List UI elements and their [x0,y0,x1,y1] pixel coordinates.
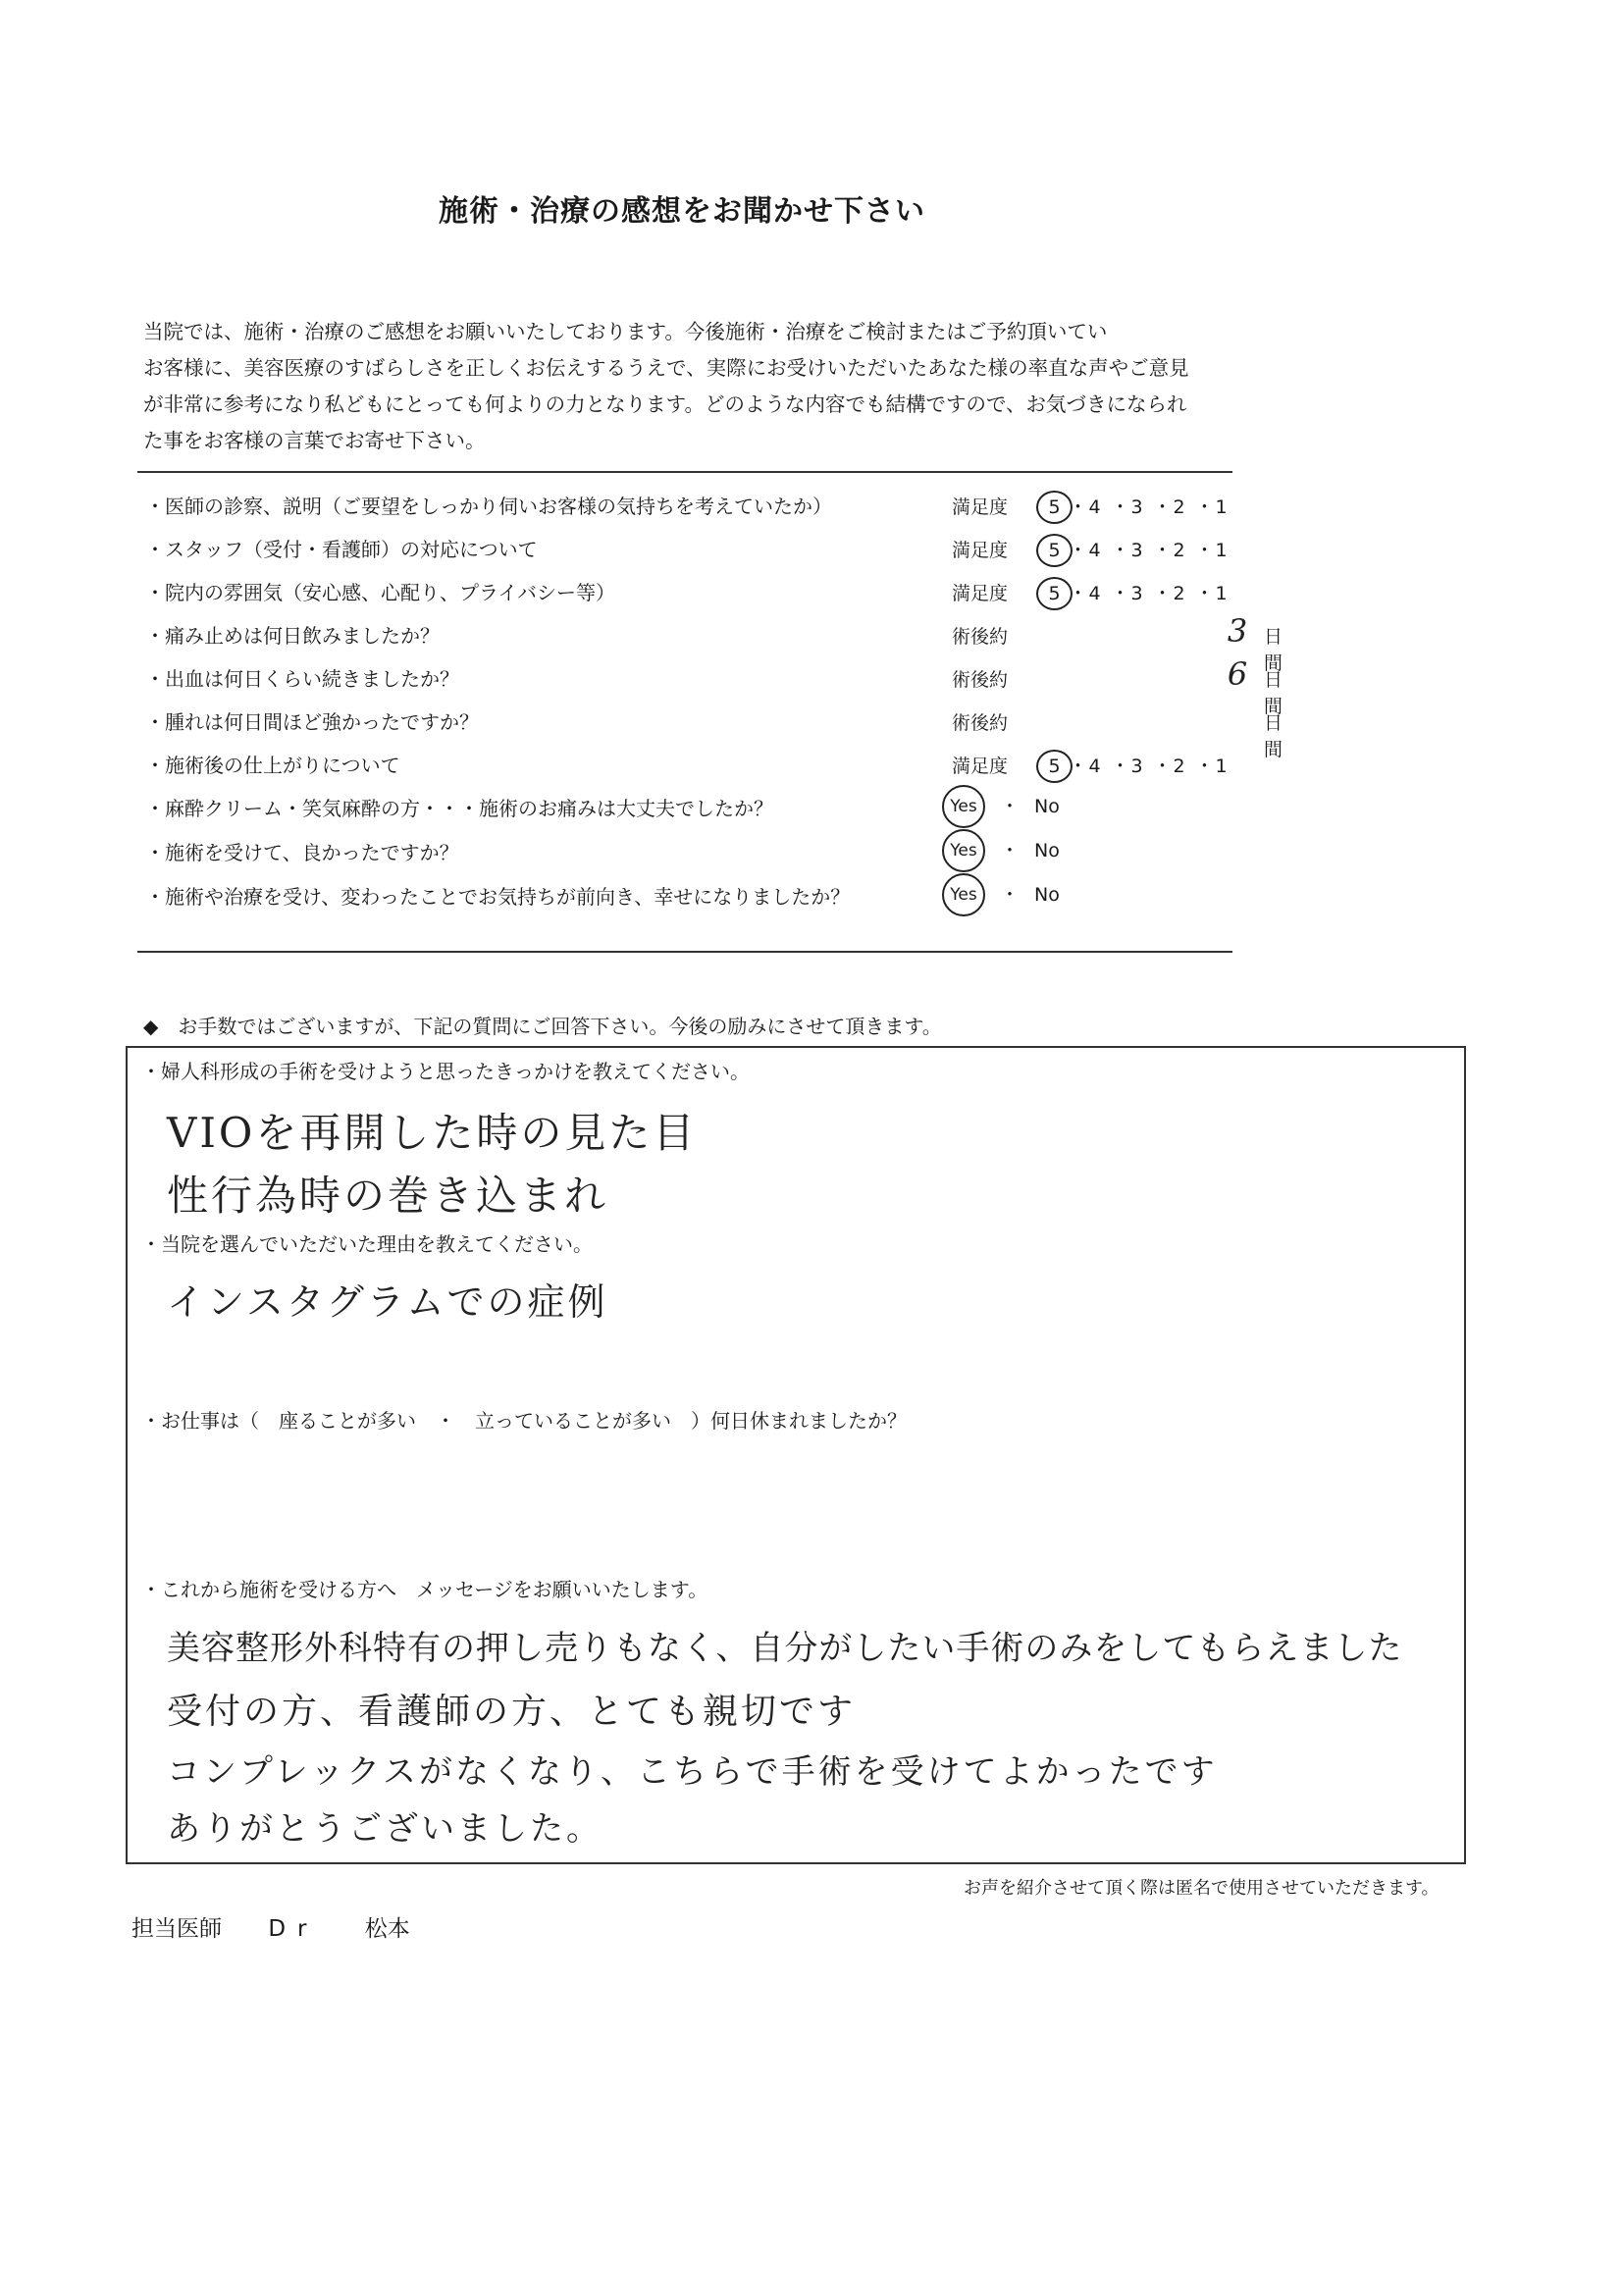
doctor-label: 担当医師 [131,1916,222,1942]
page-title: 施術・治療の感想をお聞かせ下さい [439,194,925,229]
question-text: ・麻酔クリーム・笑気麻酔の方・・・施術のお痛みは大丈夫でしたか？ [145,797,773,820]
handwritten-answer[interactable]: インスタグラムでの症例 [167,1280,608,1324]
rating-scale: 5 ・4 ・3 ・2 ・1 [1036,493,1237,524]
question-text: ・スタッフ（受付・看護師）の対応について [145,538,538,561]
after-label: 術後約 [952,669,1009,691]
satisfaction-label: 満足度 [952,583,1009,604]
no-option[interactable]: No [1034,840,1060,861]
question-painkiller-days [145,612,1283,674]
handwritten-answer[interactable]: VIOを再開した時の見た目 [167,1109,698,1157]
question-message: ・これから施術を受ける方へ メッセージをお願いいたします。 [141,1578,708,1601]
question-text: ・痛み止めは何日飲みましたか？ [145,624,440,648]
question-atmosphere [145,569,1244,612]
yes-no-choice: Yes ・ No [942,785,1060,828]
question-work-days: ・お仕事は（ 座ることが多い ・ 立っていることが多い ）何日休まれましたか？ [141,1409,907,1433]
yes-no-choice: Yes ・ No [942,829,1060,872]
question-anesthesia [145,785,1244,828]
question-reason-surgery: ・婦人科形成の手術を受けようと思ったきっかけを教えてください。 [141,1060,750,1083]
rating-selected[interactable]: 5 [1036,491,1073,524]
satisfaction-label: 満足度 [952,496,1009,518]
question-text: ・施術を受けて、良かったですか？ [145,841,459,864]
doctor-prefix: Dr [268,1916,319,1942]
question-text: ・施術や治療を受け、変わったことでお気持ちが前向き、幸せになりましたか？ [145,885,851,909]
rating-scale: 5 ・4 ・3 ・2 ・1 [1036,752,1237,783]
divider-bottom [137,951,1232,953]
question-text: ・腫れは何日間ほど強かったですか？ [145,710,479,734]
intro-paragraph [143,314,1242,459]
days-unit: 日間 [1264,626,1283,674]
after-label: 術後約 [952,626,1009,648]
question-bleeding-days [145,655,1283,717]
yes-no-choice: Yes ・ No [942,873,1060,916]
intro-line: が非常に参考になり私どもにとっても何よりの力となります。どのような内容でも結構ですので、お気づきになられ [143,392,1187,416]
section-heading: ◆ お手数ではございますが、下記の質問にご回答下さい。今後の励みにさせて頂きます。 [143,1015,942,1038]
rating-scale: 5 ・4 ・3 ・2 ・1 [1036,536,1237,567]
doctor-name: 松本 [364,1916,410,1942]
days-unit: 日間 [1264,669,1283,717]
days-unit: 日間 [1264,712,1283,760]
rating-scale: 5 ・4 ・3 ・2 ・1 [1036,579,1237,610]
handwritten-answer[interactable]: 美容整形外科特有の押し売りもなく、自分がしたい手術のみをしてもらえました [167,1629,1403,1668]
handwritten-answer[interactable]: 性行為時の巻き込まれ [167,1172,609,1220]
question-text: ・施術後の仕上がりについて [145,754,400,777]
satisfaction-label: 満足度 [952,756,1009,777]
intro-line: た事をお客様の言葉でお寄せ下さい。 [143,429,486,452]
question-text: ・院内の雰囲気（安心感、心配り、プライバシー等） [145,581,615,604]
question-swelling-days [145,699,1283,760]
yes-selected[interactable]: Yes [942,829,985,872]
question-positive [145,873,1244,916]
question-reason-clinic: ・当院を選んでいただいた理由を教えてください。 [141,1232,593,1256]
handwritten-answer[interactable]: ありがとうございました。 [167,1809,602,1849]
rating-selected[interactable]: 5 [1036,750,1073,783]
intro-line: お客様に、美容医療のすばらしさを正しくお伝えするうえで、実際にお受けいただいたあなた様の率直な声やご意見 [143,356,1189,380]
no-option[interactable]: No [1034,796,1060,817]
question-satisfied [145,829,1244,872]
divider-top [137,471,1232,473]
handwritten-answer[interactable]: 受付の方、看護師の方、とても親切です [167,1692,857,1732]
yes-selected[interactable]: Yes [942,785,985,828]
yes-selected[interactable]: Yes [942,873,985,916]
question-text: ・出血は何日くらい続きましたか？ [145,667,459,691]
no-option[interactable]: No [1034,884,1060,906]
rating-selected[interactable]: 5 [1036,577,1073,610]
intro-line: 当院では、施術・治療のご感想をお願いいたしております。今後施術・治療をご検討またはご予約頂いてい [143,320,1108,343]
days-answer[interactable]: 6 [1227,655,1248,693]
handwritten-answer[interactable]: コンプレックスがなくなり、こちらで手術を受けてよかったです [167,1752,1218,1792]
question-finish [145,742,1244,785]
doctor-in-charge [131,1910,449,1943]
question-text: ・医師の診察、説明（ご要望をしっかり伺いお客様の気持ちを考えていたか） [145,495,832,518]
rating-selected[interactable]: 5 [1036,534,1073,567]
satisfaction-label: 満足度 [952,540,1009,561]
question-staff [145,526,1244,569]
after-label: 術後約 [952,712,1009,734]
anonymity-note: お声を紹介させて頂く際は匿名で使用させていただきます。 [964,1878,1440,1899]
open-questions-box [126,1046,1466,1864]
question-doctor-explanation [145,483,1244,526]
days-answer[interactable]: 3 [1227,612,1248,650]
